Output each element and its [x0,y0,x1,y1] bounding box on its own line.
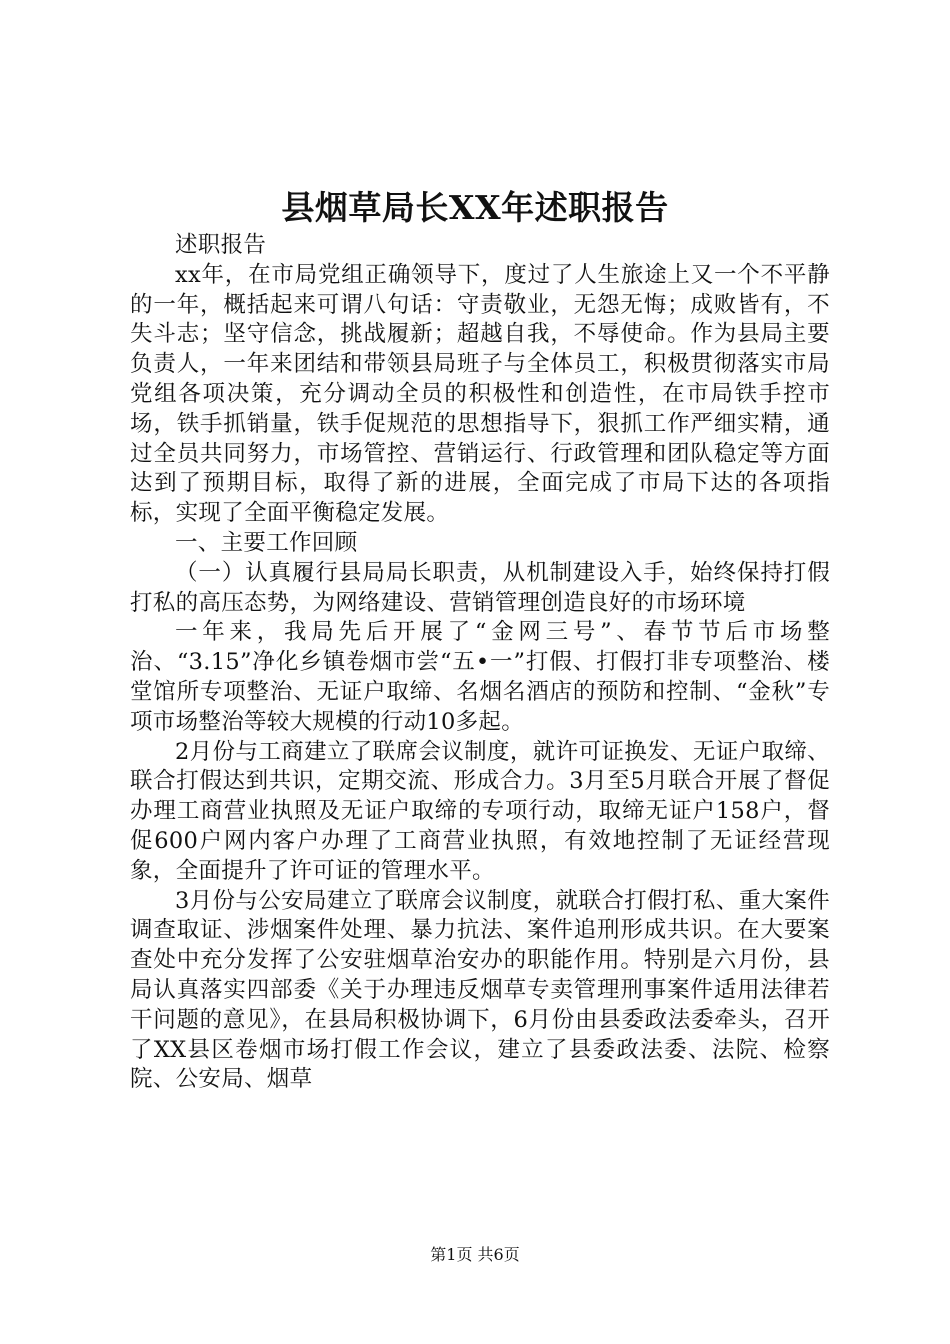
paragraph-heading-report: 述职报告 [175,232,267,258]
paragraph-actions: 一年来，我局先后开展了“金网三号”、春节节后市场整治、“3.15”净化乡镇卷烟市尝“五•一”打假、打假打非专项整治、楼堂馆所专项整治、无证户取缔、名烟名酒店的预防和控制、“金秋”专项市场整治等较大规模的行动10多起。 [130,619,830,735]
paragraph-intro: xx年，在市局党组正确领导下，度过了人生旅途上又一个不平静的一年，概括起来可谓八句话：守责敬业，无怨无悔；成败皆有，不失斗志；坚守信念，挑战履新；超越自我，不辱使命。作为县局主要负责人，一年来团结和带领县局班子与全体员工，积极贯彻落实市局党组各项决策，充分调动全员的积极性和创造性，在市局铁手控市场，铁手抓销量，铁手促规范的思想指导下，狠抓工作严细实精，通过全员共同努力，市场管控、营销运行、行政管理和团队稳定等方面达到了预期目标，取得了新的进展，全面完成了市局下达的各项指标，实现了全面平衡稳定发展。 [130,261,830,527]
paragraph-commerce-cooperation: 2月份与工商建立了联席会议制度，就许可证换发、无证户取缔、联合打假达到共识，定期交流、形成合力。3月至5月联合开展了督促办理工商营业执照及无证户取缔的专项行动，取缔无证户158户，督促600户网内客户办理了工商营业执照，有效地控制了无证经营现象，全面提升了许可证的管理水平。 [130,738,830,884]
subsection-heading-1: （一）认真履行县局局长职责，从机制建设入手，始终保持打假打私的高压态势，为网络建设、营销管理创造良好的市场环境 [130,559,830,616]
document-body [130,231,830,1095]
section-heading-main-work: 一、主要工作回顾 [175,529,358,556]
document-title: 县烟草局长XX年述职报告 [281,188,669,227]
page-number-footer: 第1页 共6页 [430,1245,520,1264]
paragraph-police-cooperation: 3月份与公安局建立了联席会议制度，就联合打假打私、重大案件调查取证、涉烟案件处理、暴力抗法、案件追刑形成共识。在大要案查处中充分发挥了公安驻烟草治安办的职能作用。特别是六月份，县局认真落实四部委《关于办理违反烟草专卖管理刑事案件适用法律若干问题的意见》，在县局积极协调下，6月份由县委政法委牵头，召开了XX县区卷烟市场打假工作会议，建立了县委政法委、法院、检察院、公安局、烟草 [130,887,830,1093]
